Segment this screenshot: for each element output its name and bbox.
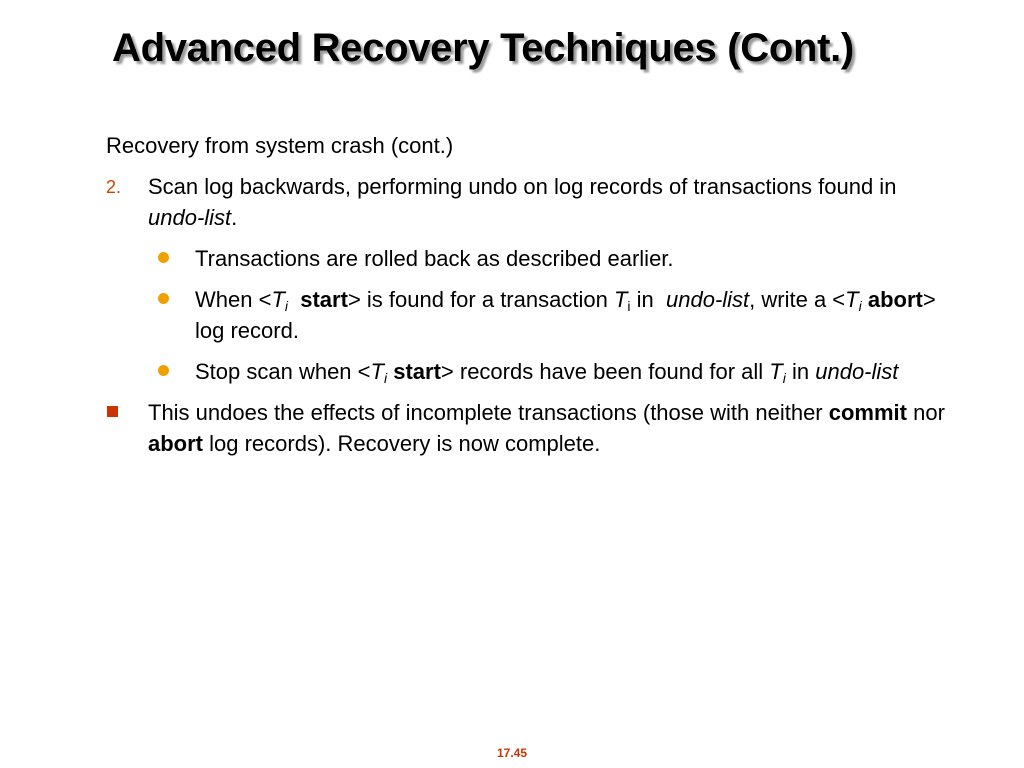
undo-list-term: undo-list: [148, 205, 232, 230]
intro-text: Recovery from system crash (cont.): [106, 133, 454, 158]
bullet-1-text: Transactions are rolled back as described earlier.: [195, 246, 674, 271]
numbered-item-2: [106, 171, 946, 233]
round-bullet-icon: [158, 293, 169, 304]
step2-text: Scan log backwards, performing undo on log records of transactions found in: [148, 174, 897, 199]
bullet-2-text: When $<T_i$ start> is found for a transaction $T_i$ in undo-list, write $a <T_i$ abort> log record.: [195, 287, 936, 343]
step2-end: .: [231, 205, 238, 230]
conclusion-text: This undoes the effects of incomplete transactions (those with neither commit nor abort log records). Recovery is now complete.: [148, 400, 945, 456]
conclusion-bullet: [106, 397, 946, 459]
round-bullet-icon: [158, 365, 169, 376]
sub-bullet-stop-scan: [106, 356, 946, 387]
slide-content: [106, 130, 946, 469]
bullet-3-text: Stop scan when $<T_i$ start> records have been found for all $T_i$ in undo-list: [195, 359, 899, 386]
round-bullet-icon: [158, 252, 169, 263]
square-bullet-icon: [107, 406, 118, 417]
sub-bullet-start-found: [106, 284, 946, 346]
page-number: 17.45: [496, 746, 528, 760]
sub-bullet-rollback: [106, 243, 946, 274]
list-number-marker: 2.: [106, 177, 122, 197]
slide-title: Advanced Recovery Techniques (Cont.): [112, 26, 854, 70]
